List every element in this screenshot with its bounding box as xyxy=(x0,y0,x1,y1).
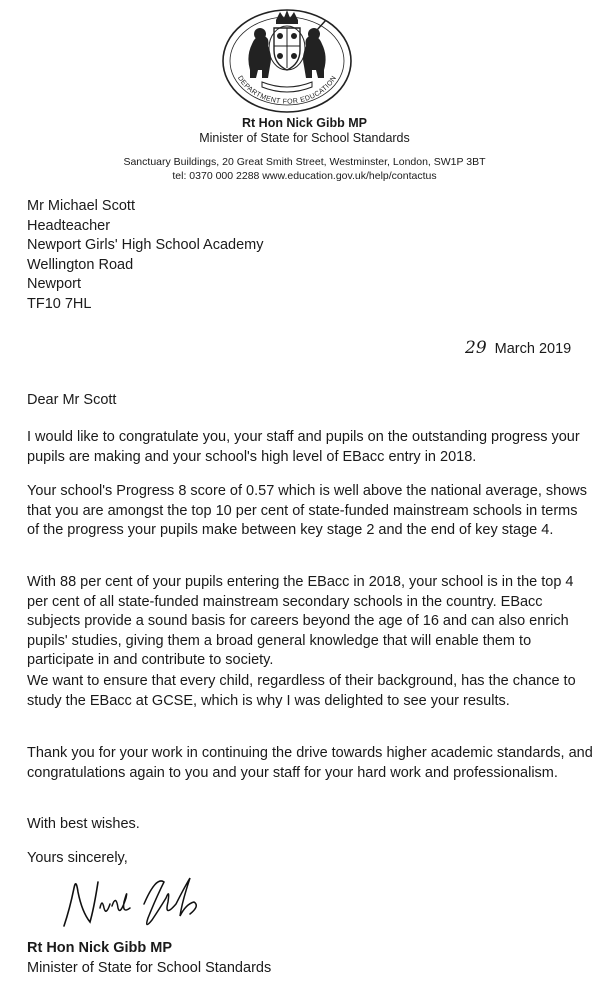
date-day-handwritten: 29 xyxy=(465,338,487,358)
recipient-role: Headteacher xyxy=(27,217,111,234)
closing-wishes: With best wishes. xyxy=(27,816,140,832)
recipient-school: Newport Girls' High School Academy xyxy=(27,237,264,253)
sender-name-header: Rt Hon Nick Gibb MP xyxy=(242,116,367,130)
body-paragraph-5: Thank you for your work in continuing the drive towards higher academic standards, and congratulations again to you and your staff for your hard work and professionalism. xyxy=(27,745,593,781)
svg-text:DEPARTMENT FOR EDUCATION: DEPARTMENT FOR EDUCATION xyxy=(235,74,339,106)
date-month-year: March 2019 xyxy=(494,341,572,357)
department-seal-logo xyxy=(218,6,356,116)
signatory-title: Minister of State for School Standards xyxy=(27,960,272,976)
signatory-name: Rt Hon Nick Gibb MP xyxy=(27,940,172,956)
recipient-name: Mr Michael Scott xyxy=(27,198,135,214)
recipient-street: Wellington Road xyxy=(27,256,134,273)
salutation: Dear Mr Scott xyxy=(27,392,117,408)
body-paragraph-3: With 88 per cent of your pupils entering the EBacc in 2018, your school is in the top 4 per cent of all state-funded mainstream secondary schools in the country. EBacc subjects provide a sound basis for careers beyond the age of 16 and can also enrich pupils' studies, giving them a broad general knowledge that will enable them to participate in and contribute to society. xyxy=(27,574,574,668)
address-line: Sanctuary Buildings, 20 Great Smith Street, Westminster, London, SW1P 3BT xyxy=(123,156,486,168)
body-paragraph-4: We want to ensure that every child, regardless of their background, has the chance to study the EBacc at GCSE, which is why I was delighted to see your results. xyxy=(27,673,576,709)
body-paragraph-2: Your school's Progress 8 score of 0.57 which is well above the national average, shows that you are amongst the top 10 per cent of state-funded mainstream schools in terms of the progress your pupils make between key stage 2 and the end of key stage 4. xyxy=(27,483,587,538)
recipient-address-block xyxy=(27,197,263,314)
letter-date xyxy=(465,338,571,358)
recipient-town: Newport xyxy=(27,276,81,292)
handwritten-signature xyxy=(60,868,220,934)
body-paragraph-1: I would like to congratulate you, your staff and pupils on the outstanding progress your pupils are making and your school's high level of EBacc entry in 2018. xyxy=(27,429,580,465)
sender-address xyxy=(0,155,609,183)
sender-title-header: Minister of State for School Standards xyxy=(199,131,410,145)
contact-line: tel: 0370 000 2288 www.education.gov.uk/help/contactus xyxy=(172,170,437,182)
valediction: Yours sincerely, xyxy=(27,850,128,866)
recipient-postcode: TF10 7HL xyxy=(27,295,92,312)
